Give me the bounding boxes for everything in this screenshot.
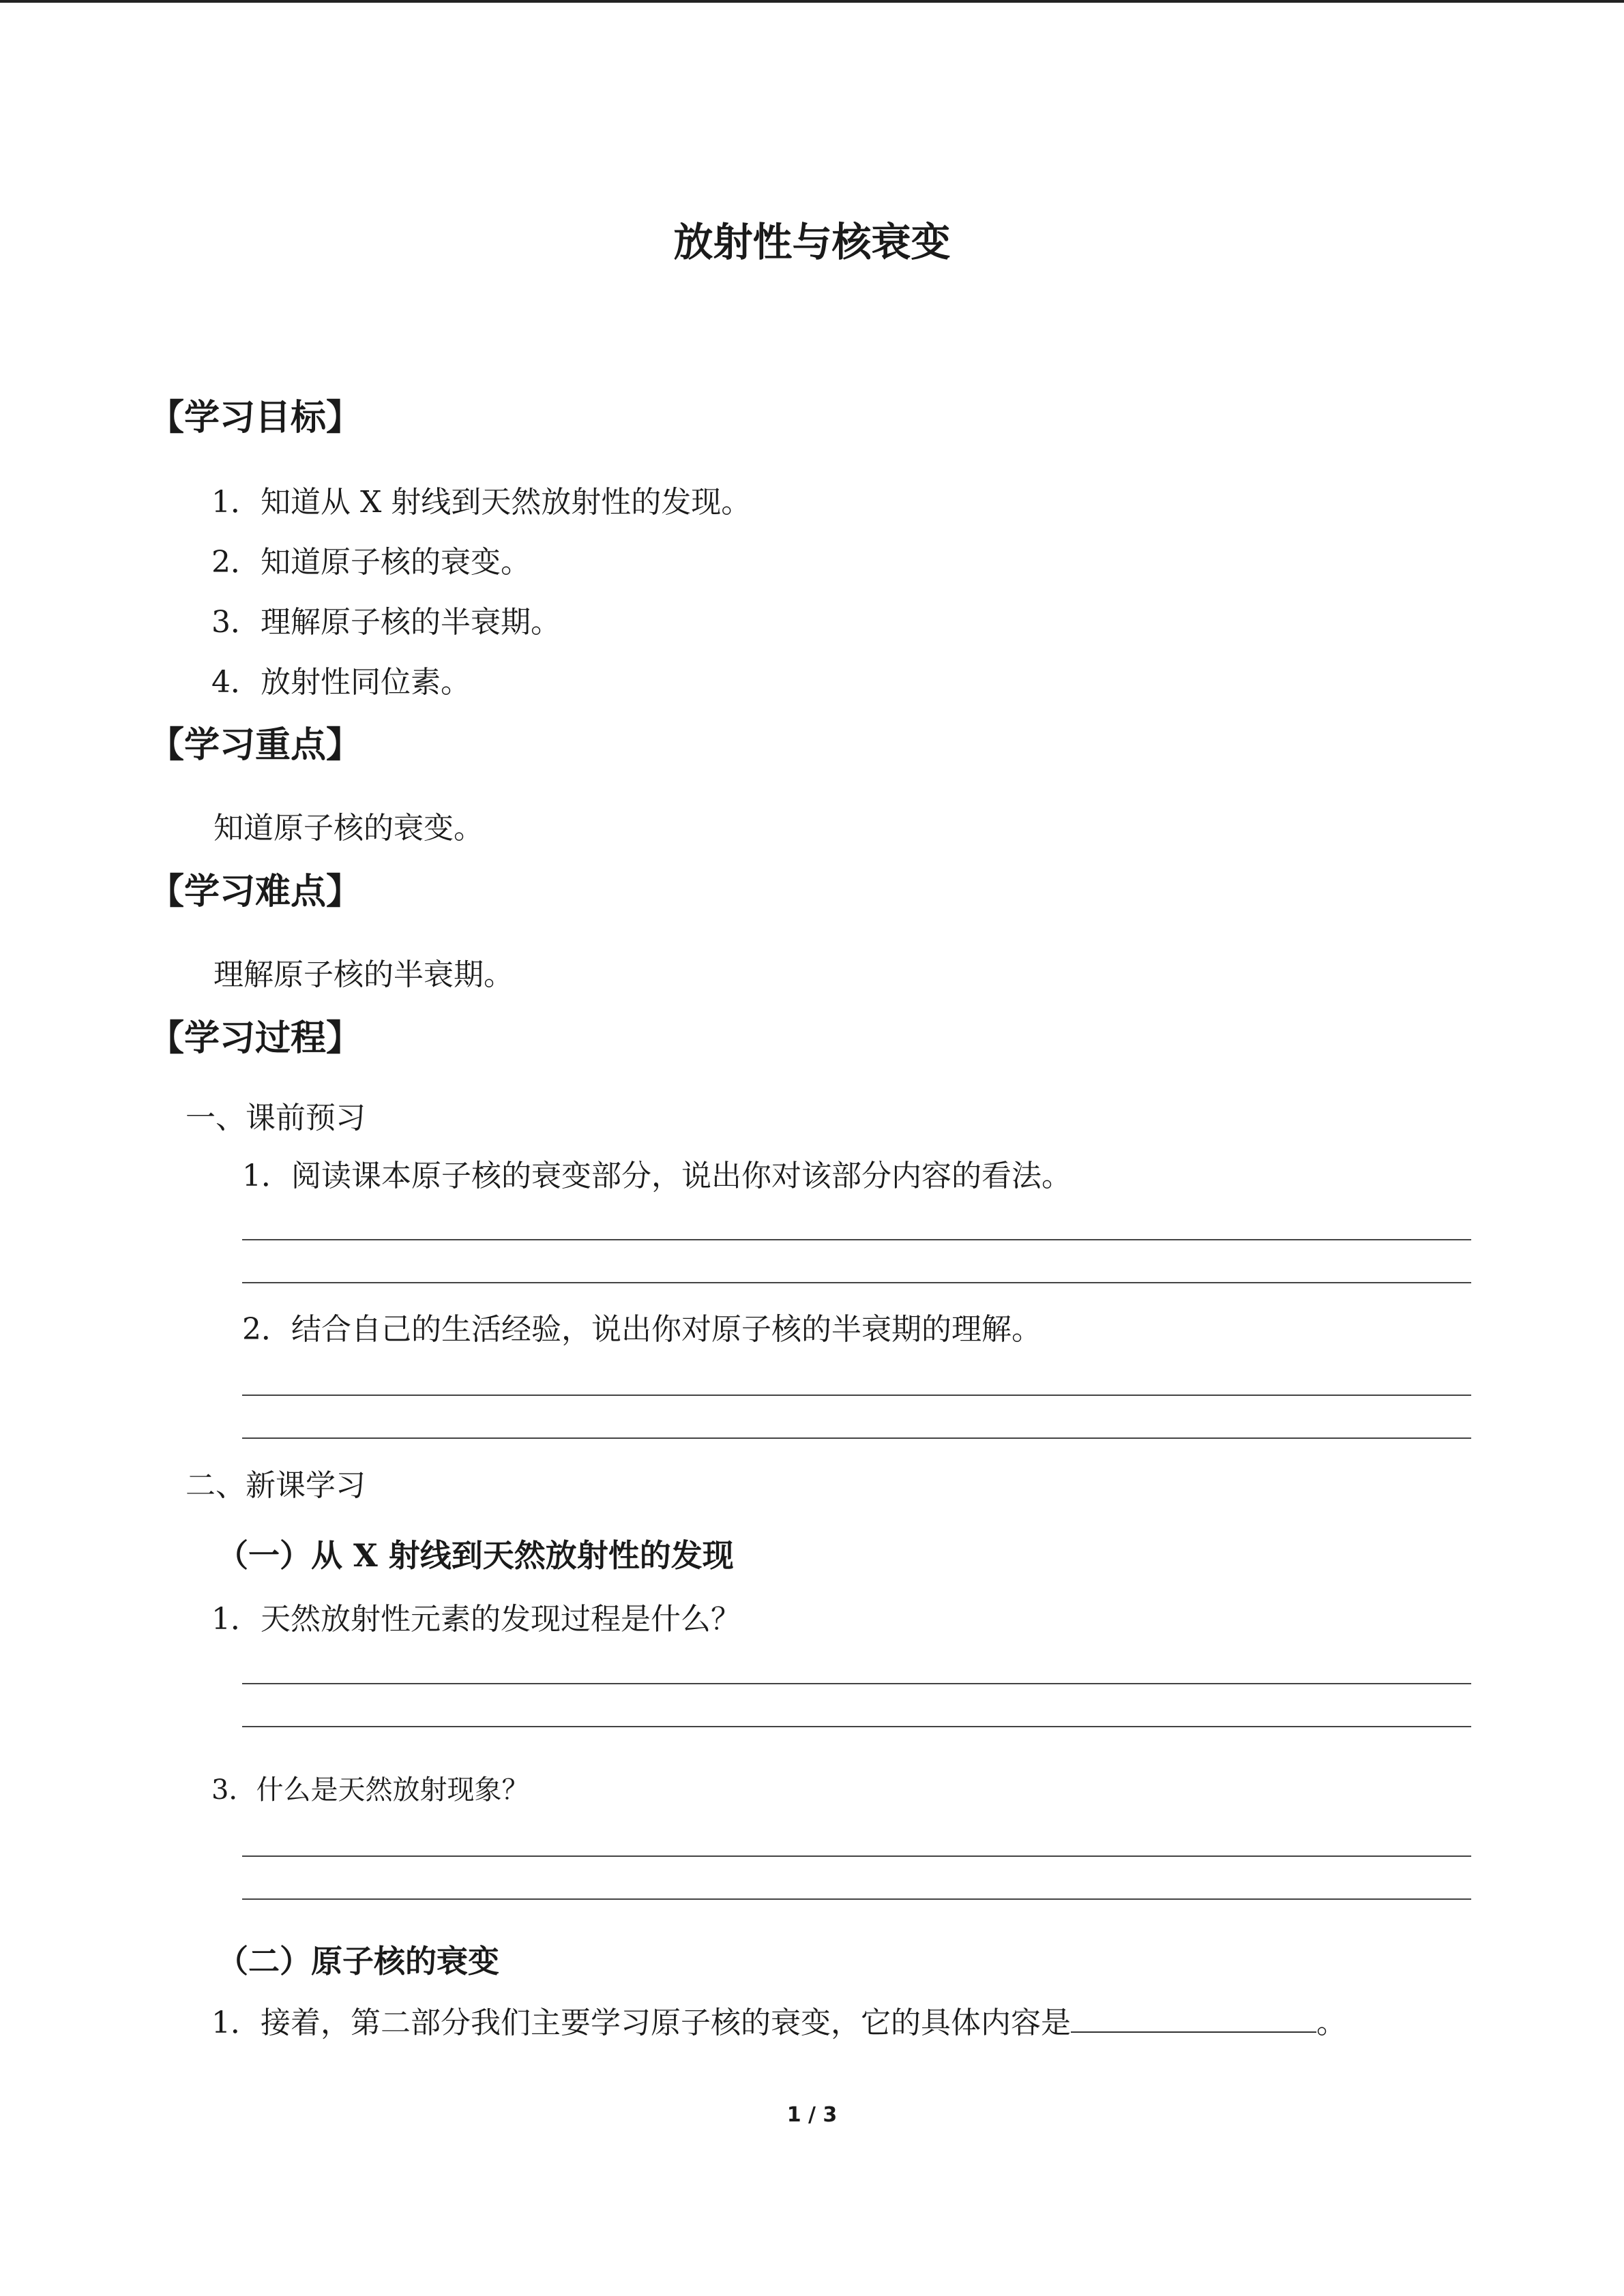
- difficulty-heading: 【学习难点】: [149, 871, 362, 912]
- subsection-nuclear-decay: （二）原子核的衰变: [217, 1943, 499, 1980]
- preview-question-1: 1．阅读课本原子核的衰变部分，说出你对该部分内容的看法。: [242, 1159, 1072, 1193]
- process-heading: 【学习过程】: [149, 1018, 362, 1059]
- decay-question-1-text: 1．接着，第二部分我们主要学习原子核的衰变，它的具体内容是: [211, 2006, 1071, 2040]
- xray-question-1: 1．天然放射性元素的发现过程是什么？: [211, 1602, 741, 1637]
- goal-item-2: 2．知道原子核的衰变。: [211, 545, 531, 580]
- top-border: [0, 0, 1624, 3]
- answer-line[interactable]: [242, 1898, 1471, 1900]
- answer-line[interactable]: [242, 1239, 1471, 1240]
- goals-heading: 【学习目标】: [149, 398, 362, 438]
- answer-line[interactable]: [242, 1683, 1471, 1684]
- decay-question-1: [211, 1998, 1346, 2042]
- answer-line[interactable]: [242, 1437, 1471, 1439]
- goal-item-4: 4．放射性同位素。: [211, 665, 471, 700]
- document-title: 放射性与核衰变: [673, 219, 951, 265]
- fill-blank[interactable]: [1071, 2006, 1316, 2033]
- focus-text: 知道原子核的衰变。: [213, 811, 484, 846]
- difficulty-text: 理解原子核的半衰期。: [213, 957, 514, 992]
- preview-section-title: 一、课前预习: [186, 1101, 366, 1135]
- answer-line[interactable]: [242, 1855, 1471, 1857]
- xray-question-3: 3．什么是天然放射现象？: [211, 1774, 529, 1806]
- subsection-xray-discovery: （一）从 X 射线到天然放射性的发现: [217, 1537, 734, 1574]
- answer-line[interactable]: [242, 1726, 1471, 1727]
- preview-question-2: 2．结合自己的生活经验，说出你对原子核的半衰期的理解。: [242, 1312, 1042, 1347]
- goal-item-3: 3．理解原子核的半衰期。: [211, 605, 561, 640]
- decay-question-1-end: 。: [1316, 2006, 1346, 2040]
- page-number: 1 / 3: [786, 2103, 838, 2127]
- answer-line[interactable]: [242, 1395, 1471, 1396]
- new-lesson-section-title: 二、新课学习: [186, 1468, 366, 1503]
- answer-line[interactable]: [242, 1282, 1471, 1283]
- focus-heading: 【学习重点】: [149, 725, 362, 766]
- goal-item-1: 1．知道从 X 射线到天然放射性的发现。: [211, 485, 752, 520]
